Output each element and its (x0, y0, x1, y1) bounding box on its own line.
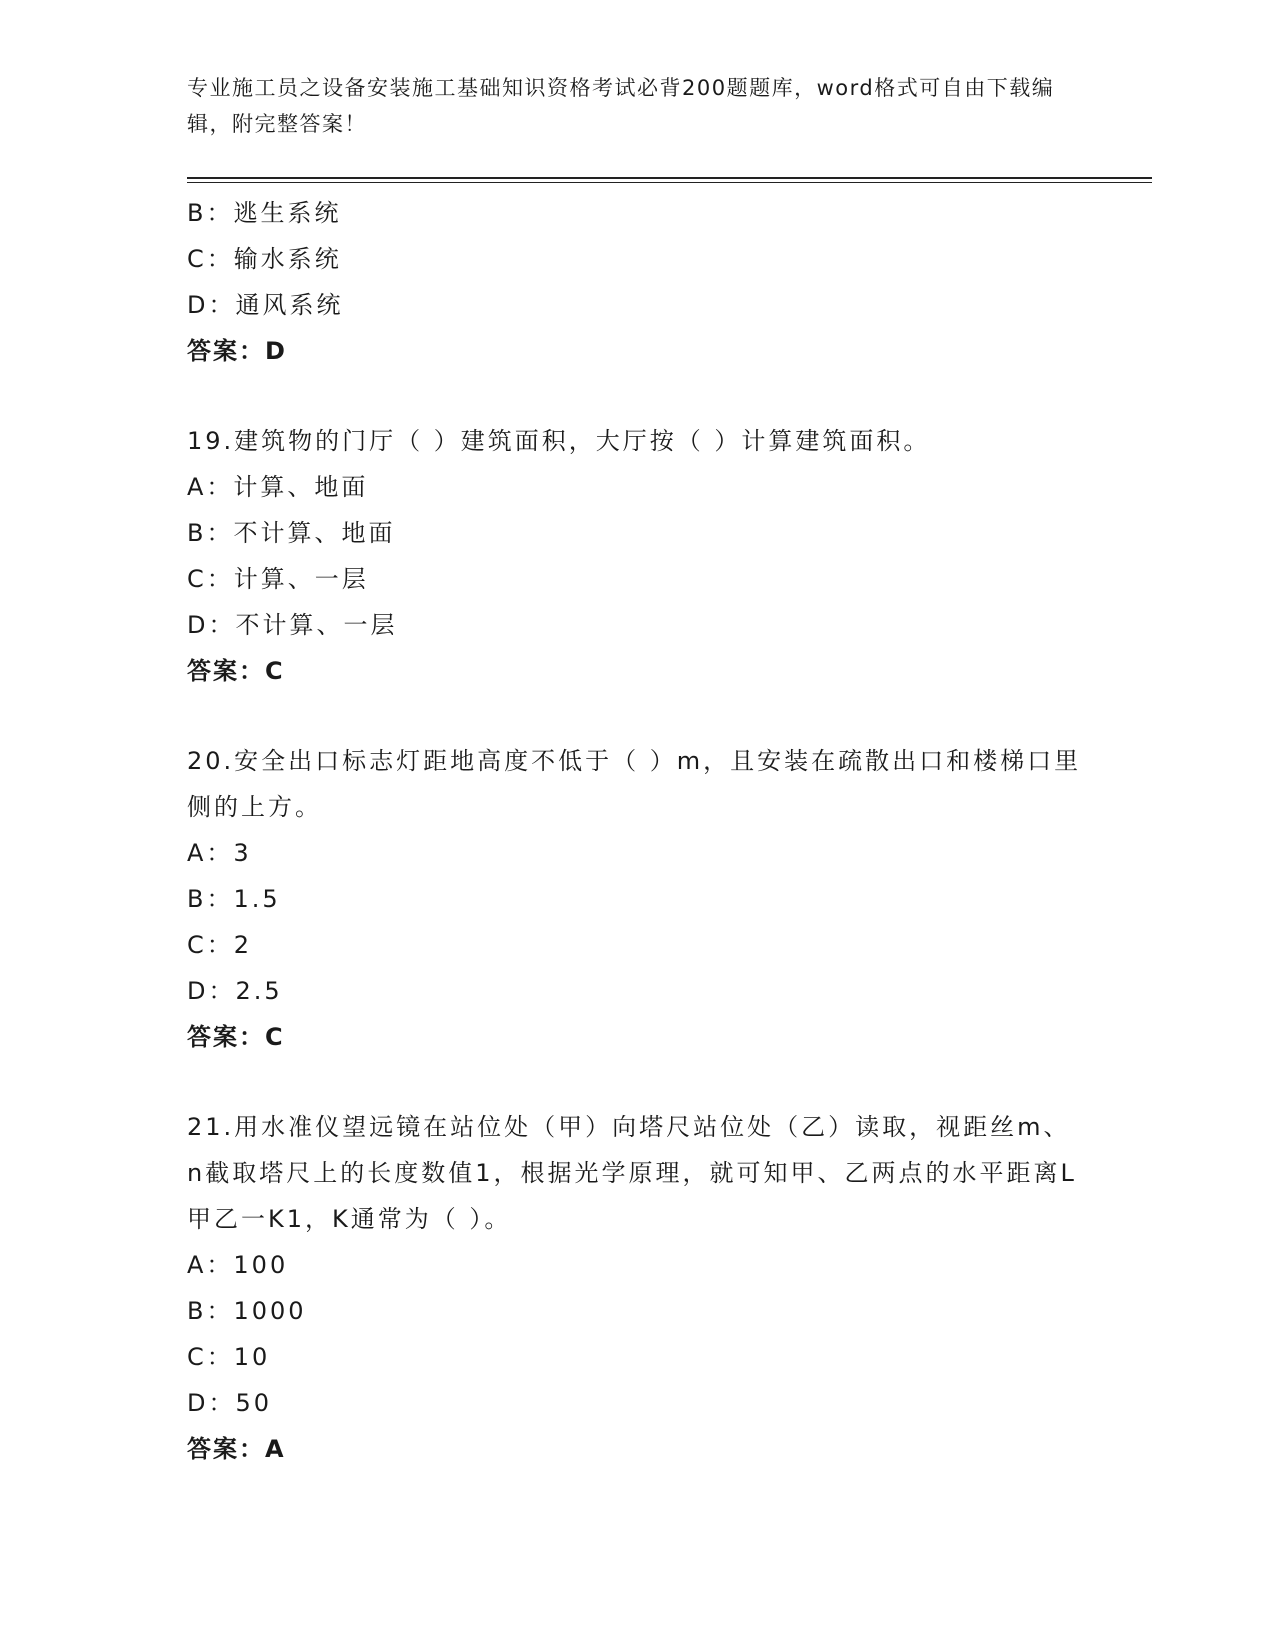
option-b: B：不计算、地面 (187, 519, 396, 547)
option-a: A：计算、地面 (187, 473, 369, 501)
question-stem: 20.安全出口标志灯距地高度不低于（ ）m，且安装在疏散出口和楼梯口里侧的上方。 (187, 747, 1082, 821)
option-d: D：50 (187, 1389, 273, 1417)
question-block-18 (187, 190, 1087, 374)
question-stem: 19.建筑物的门厅（ ）建筑面积，大厅按（ ）计算建筑面积。 (187, 427, 931, 455)
option-c: C：2 (187, 931, 253, 959)
option-b: B：1.5 (187, 885, 281, 913)
question-block-20 (187, 738, 1087, 1060)
option-d: D：通风系统 (187, 291, 344, 319)
option-a: A：100 (187, 1251, 289, 1279)
option-d: D：2.5 (187, 977, 283, 1005)
header-divider-thick (187, 177, 1152, 179)
question-list (187, 190, 1087, 1472)
option-c: C：输水系统 (187, 245, 342, 273)
question-block-19 (187, 418, 1087, 694)
option-c: C：10 (187, 1343, 271, 1371)
question-stem: 21.用水准仪望远镜在站位处（甲）向塔尺站位处（乙）读取，视距丝m、n截取塔尺上的长度数值1，根据光学原理，就可知甲、乙两点的水平距离L甲乙一K1，K通常为（ ）。 (187, 1113, 1077, 1233)
option-c: C：计算、一层 (187, 565, 369, 593)
document-header: 专业施工员之设备安装施工基础知识资格考试必背200题题库，word格式可自由下载编辑，附完整答案！ (187, 76, 1055, 136)
option-b: B：逃生系统 (187, 199, 342, 227)
option-d: D：不计算、一层 (187, 611, 398, 639)
answer-label: 答案：C (187, 1023, 285, 1051)
answer-label: 答案：D (187, 337, 287, 365)
question-block-21 (187, 1104, 1087, 1472)
header-divider-thin (187, 182, 1152, 183)
answer-label: 答案：A (187, 1435, 286, 1463)
answer-label: 答案：C (187, 657, 285, 685)
option-b: B：1000 (187, 1297, 307, 1325)
option-a: A：3 (187, 839, 252, 867)
